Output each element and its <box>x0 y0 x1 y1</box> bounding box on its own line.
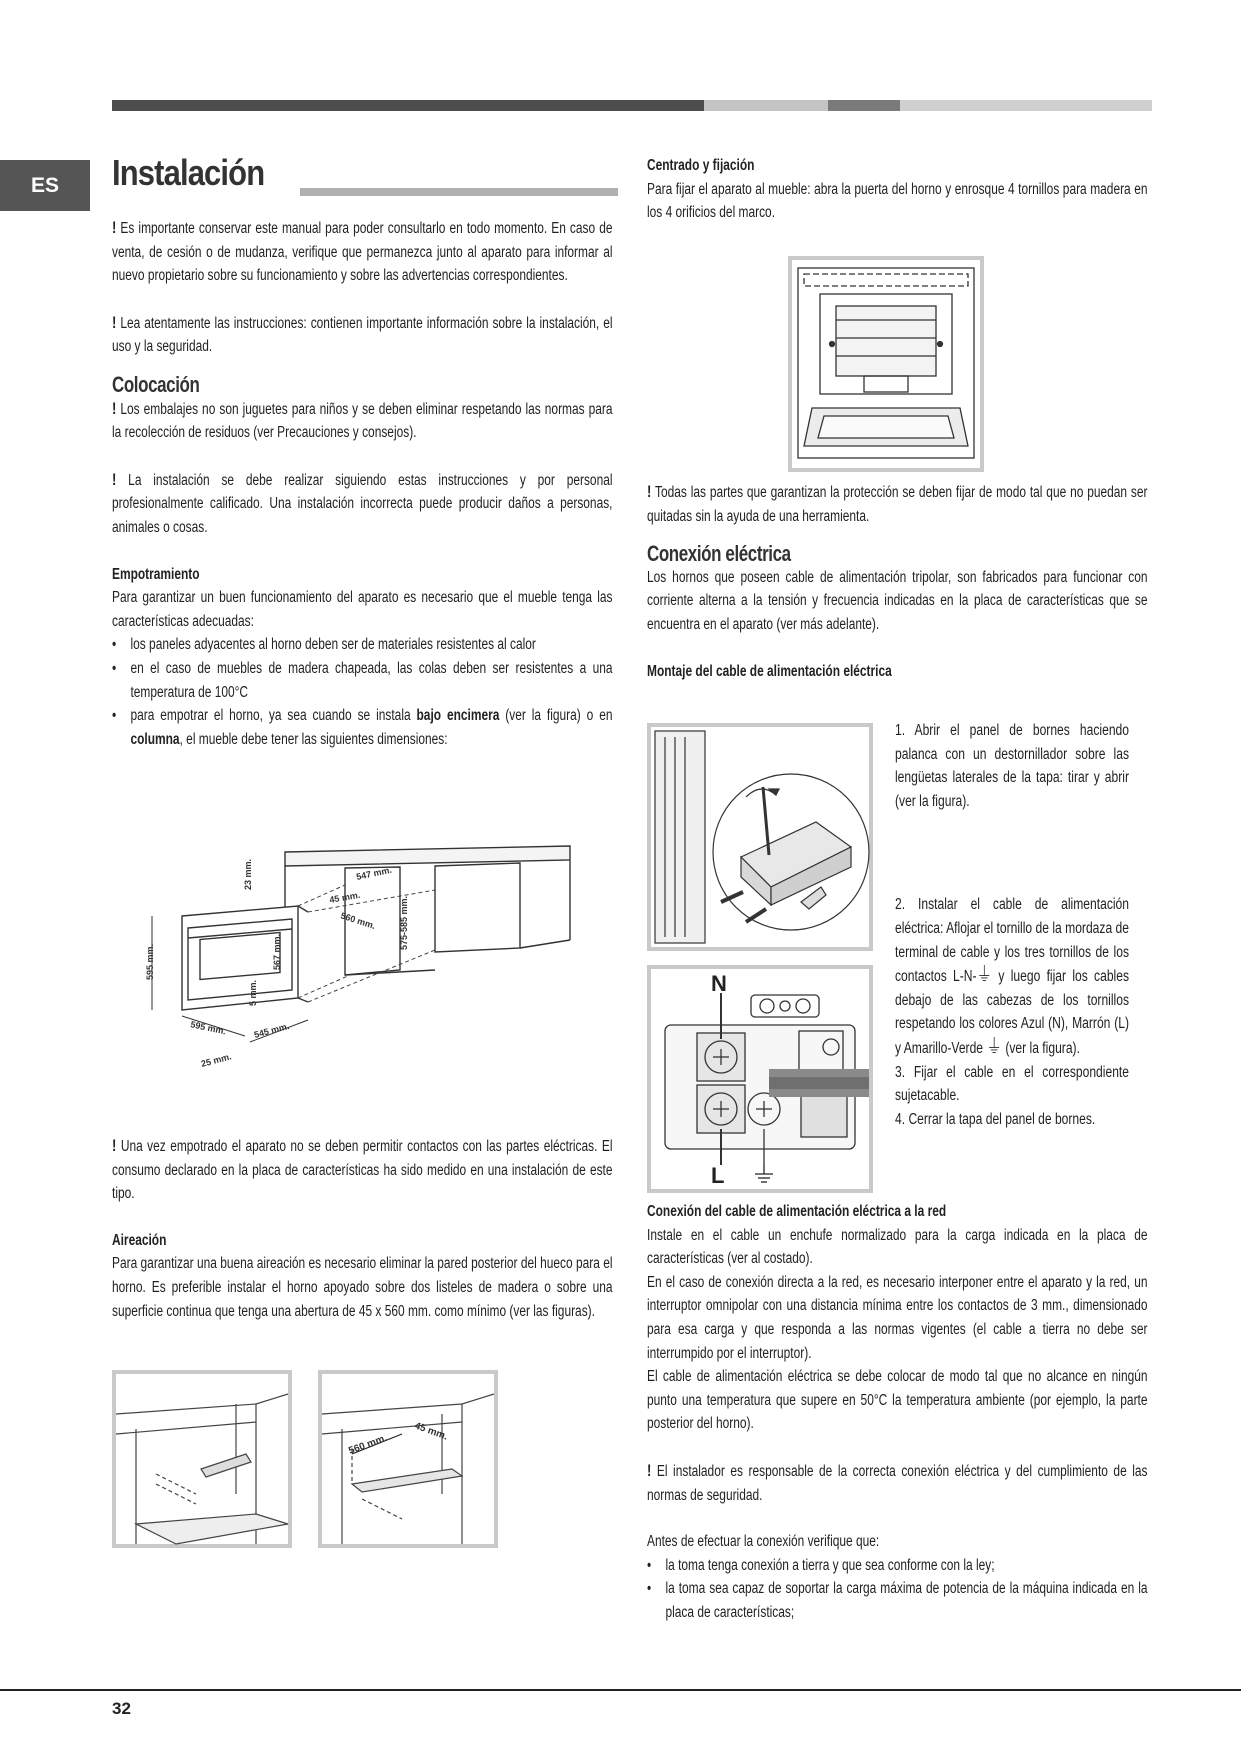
earth-symbol-icon <box>755 1165 773 1182</box>
dim-45: 45 mm. <box>328 889 361 905</box>
dim-23: 23 mm. <box>243 858 253 890</box>
terminal-label-l: L <box>711 1163 725 1188</box>
dim-567: 567 mm. <box>272 933 282 970</box>
red-title: Conexión del cable de alimentación eléctrica a la red <box>647 1203 947 1220</box>
centrado-title: Centrado y fijación <box>647 157 755 174</box>
ventilation-figure-1 <box>112 1370 292 1548</box>
dim-5: 5 mm. <box>248 979 258 1006</box>
colocacion-paragraph-1: ! Los embalajes no son juguetes para niños y se deben eliminar respetando las normas para la recolección de residuos (ver Precauciones y consejos). <box>112 398 613 442</box>
intro-paragraph-1: ! Es importante conservar este manual para poder consultarlo en todo momento. En caso de venta, de cesión o de mudanza, verifique que permanezca junto al aparato para informar al nuevo propietario sobre su funcionamiento y sobre las advertencias correspondientes. <box>112 218 613 285</box>
proteccion-note: ! Todas las partes que garantizan la protección se deben fijar de modo tal que no puedan ser quitadas sin la ayuda de una herramienta. <box>647 482 1148 525</box>
steps-column <box>895 719 1129 1131</box>
section-conexion-title: Conexión eléctrica <box>647 541 791 567</box>
empotramiento-intro: Para garantizar un buen funcionamiento del aparato es necesario que el mueble tenga las características adecuadas: <box>112 589 613 630</box>
section-colocacion-title: Colocación <box>112 371 200 397</box>
oven-front-figure <box>788 256 984 472</box>
list-item: • la toma tenga conexión a tierra y que sea conforme con la ley; <box>665 1554 1147 1578</box>
terminal-label-n: N <box>711 971 727 996</box>
aire-dim-560: 560 mm. <box>347 1432 389 1457</box>
conexion-paragraph: Los hornos que poseen cable de alimentación tripolar, son fabricados para funcionar con corriente alterna a la tensión y frecuencia indicadas en la placa de características que se encuentra en el aparato (ver más adelante). <box>647 568 1148 633</box>
red-paragraph-1: Instale en el cable un enchufe normalizado para la carga indicada en la placa de características (ver al costado). <box>647 1226 1148 1268</box>
earth-symbol-icon: ⏚ <box>976 964 993 987</box>
list-item: • los paneles adyacentes al horno deben ser de materiales resistentes al calor <box>130 633 612 657</box>
built-in-dimensions-figure <box>145 830 580 1080</box>
footer-rule <box>0 1689 1241 1691</box>
terminal-wiring-figure <box>647 965 873 1193</box>
title-rule <box>300 188 618 196</box>
step-3: 3. Fijar el cable en el correspondiente sujetacable. <box>895 1063 1129 1105</box>
language-tab: ES <box>0 160 90 211</box>
dim-25: 25 mm. <box>199 1051 233 1069</box>
step-1: 1. Abrir el panel de bornes haciendo palanca con un destornillador sobre las lengüetas laterales de la tapa: tirar y abrir (ver la figura). <box>895 722 1129 810</box>
aireacion-paragraph: Para garantizar una buena aireación es necesario eliminar la pared posterior del hueco para el horno. Es preferible instalar el horno apoyado sobre dos listeles de madera o sobre una superficie continua que tenga una abertura de 45 x 560 mm. como mínimo (ver las figuras). <box>112 1255 613 1320</box>
list-item: • para empotrar el horno, ya sea cuando se instala bajo encimera (ver la figura) o en columna, el mueble debe tener las siguientes dimensiones: <box>130 704 612 751</box>
centrado-paragraph: Para fijar el aparato al mueble: abra la puerta del horno y enrosque 4 tornillos para madera en los 4 orificios del marco. <box>647 180 1148 222</box>
right-column-top <box>647 154 1148 225</box>
verif-list <box>647 1554 1148 1625</box>
colocacion-paragraph-2: ! La instalación se debe realizar siguiendo estas instrucciones y por personal profesionalmente calificado. Una instalación incorrecta puede producir daños a personas, animales o cosas. <box>112 469 613 536</box>
header-bar-dark <box>112 100 704 111</box>
intro-paragraph-2: ! Lea atentamente las instrucciones: contienen importante información sobre la instalación, el uso y la seguridad. <box>112 312 613 356</box>
aire-dim-45: 45 mm. <box>412 1420 450 1443</box>
right-column-bottom <box>647 1200 1148 1625</box>
right-column-middle <box>647 480 1148 683</box>
left-column-top <box>112 216 613 751</box>
step-4: 4. Cerrar la tapa del panel de bornes. <box>895 1110 1096 1128</box>
terminal-cover-figure <box>647 723 873 951</box>
page-title: Instalación <box>112 152 265 193</box>
list-item: • la toma sea capaz de soportar la carga máxima de potencia de la máquina indicada en la placa de características; <box>665 1577 1147 1624</box>
dim-575-585: 575-585 mm. <box>399 895 409 950</box>
step-2: 2. Instalar el cable de alimentación eléctrica: Aflojar el tornillo de la mordaza de terminal de cable y los tres tornillos de los contactos L-N-⏚ y luego fijar los cables debajo de las cabezas de los tornillos respetando los colores Azul (N), Marrón (L) y Amarillo-Verde ⏚ (ver la figura). <box>895 896 1129 1058</box>
left-column-bottom <box>112 1134 613 1323</box>
red-paragraph-3: El cable de alimentación eléctrica se debe colocar de modo tal que no alcance en ningún punto una temperatura que supere en 50°C la temperatura ambiente (por ejemplo, la parte posterior del horno). <box>647 1368 1148 1433</box>
empotrado-note: ! Una vez empotrado el aparato no se deben permitir contactos con las partes eléctricas. El consumo declarado en la placa de características ha sido medido en una instalación de este tipo. <box>112 1136 613 1203</box>
dim-547: 547 mm. <box>355 864 393 882</box>
red-paragraph-2: En el caso de conexión directa a la red, es necesario interponer entre el aparato y la red, un interruptor omnipolar con una distancia mínima entre los contactos de 3 mm., dimensionado para esa carga y que responda a las normas vigentes (el cable a tierra no debe ser interrumpido por el interruptor). <box>647 1273 1148 1362</box>
dim-545: 545 mm. <box>252 1020 291 1040</box>
header-bar-light-end <box>900 100 1152 111</box>
header-bar-light <box>704 100 828 111</box>
dim-595-width: 595 mm. <box>189 1019 227 1037</box>
ventilation-figure-2 <box>318 1370 498 1548</box>
empotramiento-title: Empotramiento <box>112 565 200 583</box>
instalador-note: ! El instalador es responsable de la correcta conexión eléctrica y del cumplimiento de las normas de seguridad. <box>647 1460 1148 1504</box>
dim-595-height: 595 mm. <box>145 943 155 980</box>
page-number: 32 <box>112 1699 131 1718</box>
verif-intro: Antes de efectuar la conexión verifique que: <box>647 1533 880 1551</box>
header-bar-mid <box>828 100 900 111</box>
aireacion-title: Aireación <box>112 1231 167 1249</box>
earth-symbol-icon: ⏚ <box>986 1035 1002 1058</box>
montaje-title: Montaje del cable de alimentación eléctrica <box>647 662 892 680</box>
list-item: • en el caso de muebles de madera chapeada, las colas deben ser resistentes a una temperatura de 100°C <box>130 657 612 704</box>
dim-560: 560 mm. <box>339 910 377 932</box>
empotramiento-list <box>112 633 613 751</box>
